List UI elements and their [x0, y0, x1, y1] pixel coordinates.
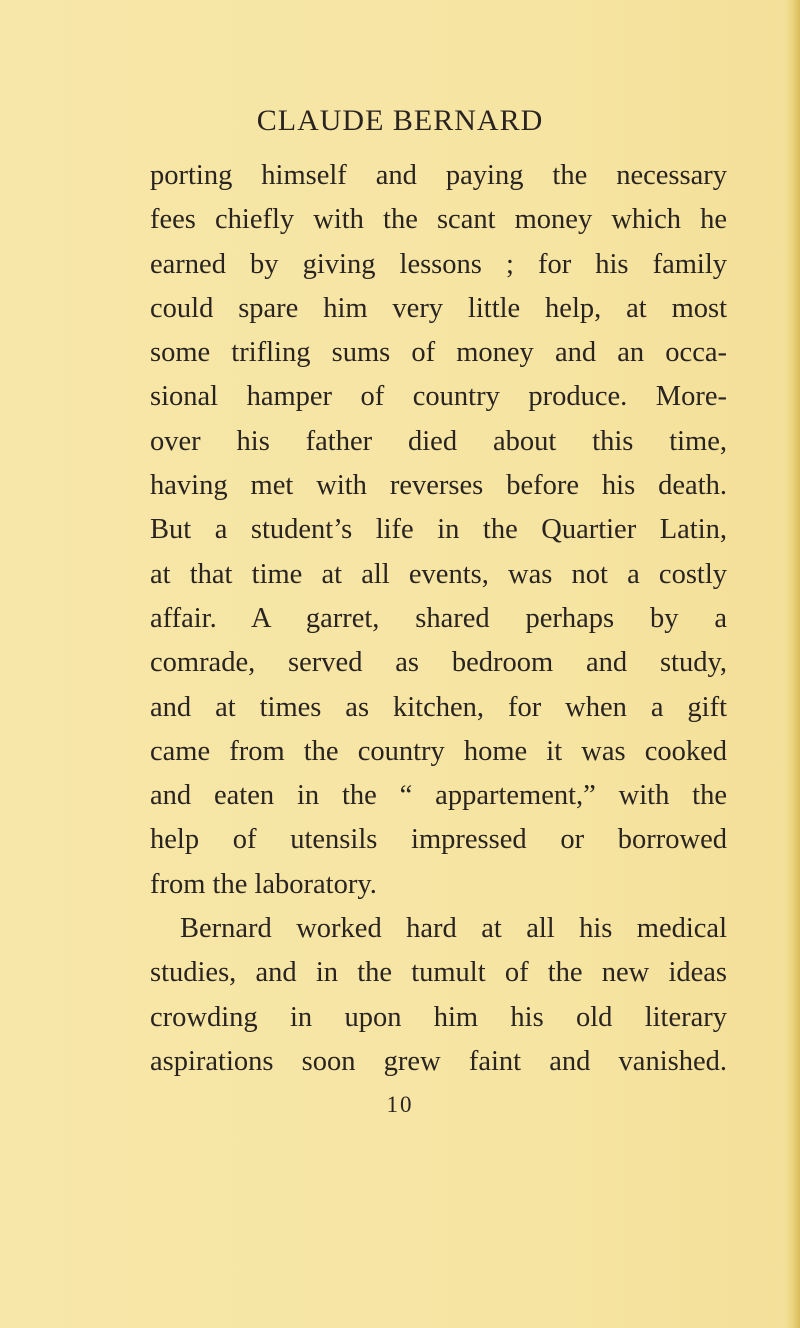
text-line: and at times as kitchen, for when a gift	[150, 691, 727, 723]
text-line: help of utensils impressed or borrowed	[150, 824, 727, 856]
page-edge	[786, 0, 800, 1328]
text-line: But a student’s life in the Quartier Latin,	[150, 514, 727, 546]
text-line: some trifling sums of money and an occa-	[150, 337, 727, 369]
text-line: fees chiefly with the scant money which he	[150, 204, 727, 236]
text-line: over his father died about this time,	[150, 425, 727, 457]
text-line-paragraph-end: from the laboratory.	[150, 868, 377, 900]
text-line: having met with reverses before his death.	[150, 470, 727, 502]
text-line: porting himself and paying the necessary	[150, 160, 727, 191]
text-line: at that time at all events, was not a costly	[150, 558, 727, 590]
text-line: could spare him very little help, at most	[150, 292, 727, 324]
text-line: crowding in upon him his old literary	[150, 1001, 727, 1033]
text-line: sional hamper of country produce. More-	[150, 381, 727, 413]
text-line: and eaten in the “ appartement,” with the	[150, 780, 727, 812]
page-number: 10	[386, 1092, 414, 1117]
text-line: affair. A garret, shared perhaps by a	[150, 602, 727, 634]
text-line: studies, and in the tumult of the new ideas	[150, 957, 727, 989]
text-line: comrade, served as bedroom and study,	[150, 647, 727, 679]
body-text	[150, 154, 727, 1084]
text-line: aspirations soon grew faint and vanished.	[150, 1045, 727, 1077]
text-line: came from the country home it was cooked	[150, 735, 727, 767]
running-head: CLAUDE BERNARD	[256, 104, 544, 137]
text-line: earned by giving lessons ; for his family	[150, 248, 727, 280]
text-line-paragraph-start: Bernard worked hard at all his medical	[180, 913, 727, 945]
